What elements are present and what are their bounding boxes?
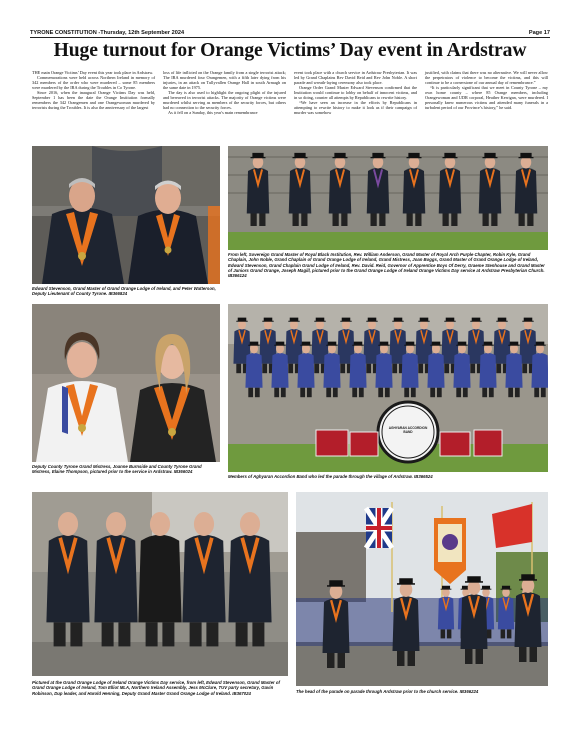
photo-dignitaries-group (228, 146, 548, 250)
photo-parade-head (296, 492, 548, 686)
article-paragraph: event took place with a church service in Ardstraw Presbyterian. It was led by Grand Chaplains Rev David Reid and Rev John Noble. A short parade and wreath-laying ceremony also took place. (294, 70, 417, 86)
caption-dignitaries-group: From left, Sovereign Grand Master of Royal Black Institution, Rev. William Anderson, Grand Master of Royal Arch Purple Chapter, Robin Kyle, Grand Chaplain, John Noble, Grand Chaplain of Grand Orange Lodge of Ireland, Grand Mistress, Joan Boggs, Grand Master of Grand Orange Lodge of Ireland, Edward Stevenson, Grand Chaplain Grand Lodge of Ireland, Rev. David. Reid, Governor of Apprentice Boys Of Derry, Graeme Stenhouse and Grand Master of Juniors Grand Orange, Joseph Magill, pictured prior to the Grand Orange Lodge of Ireland Orange Victims Day service at Ardstraw Presbyterian Church. IB366124 (228, 252, 545, 279)
photo-stevenson-watterson (32, 146, 220, 284)
article-column-2 (163, 70, 286, 144)
caption-accordion-band: Members of Aghyaran Accordion Band who led the parade through the village of Ardstraw. IB366524 (228, 474, 433, 479)
article-paragraph: “We have seen an increase in the efforts by Republicans in attempting to rewrite history to make it look as if their campaign of murder was somehow (294, 100, 417, 116)
article-paragraph: The day is also used to highlight the ongoing plight of the injured and bereaved in terrorist attacks. The majority of Orange victims were murdered whilst serving as members of the security forces, but others had no connection to the security forces. (163, 90, 286, 111)
article-body (32, 70, 548, 144)
caption-service-guests: Pictured at the Grand Orange Lodge of Ireland Orange Victims Day service, from left, Edward Stevenson, Grand Master of Grand Orange Lodge of Ireland, Tom Elliot MLA, Northern Ireland Assembly, Jess McClure, TUV party secretary, Gavin Robinson, Dup leader, and Harold Henning, Deputy Grand Master Grand Orange Lodge of Ireland. IB367024 (32, 680, 280, 696)
caption-parade-head: The head of the parade on parade through Ardstraw prior to the church service. IB366224 (296, 689, 479, 694)
article-column-4 (425, 70, 548, 144)
masthead-page-number: Page 17 (528, 30, 550, 36)
photo-accordion-band (228, 304, 548, 472)
article-paragraph: loss of life inflicted on the Orange family from a single terrorist attack; The IRA murdered four Orangemen, with a fifth later dying from his injuries, in an attack on Tullyvallen Orange Hall in south Armagh on the same date in 1975. (163, 70, 286, 91)
caption-grand-mistresses: Deputy County Tyrone Grand Mistress, Joanne Burnside and County Tyrone Grand Mistress, Elaine Thompson, pictured prior to the service in Ardstraw. IB366024 (32, 464, 202, 475)
article-paragraph: As it fell on a Sunday, this year's main remembrance (168, 110, 258, 116)
article-column-1 (32, 70, 155, 144)
article-paragraph: Orange Order Grand Master Edward Stevenson confirmed that the Institution would continue to lobby on behalf of innocent victims, and in so doing, counter all attempts by Republicans to rewrite history. (294, 85, 417, 101)
article-paragraph: “It is particularly significant that we meet in County Tyrone – my own home county – where 85 Orange members, including Orangewoman and UDR corporal, Heather Kerrigan, were murdered. I personally knew numerous victims and attended many funerals in a turbulent period of our Province’s history,” he said. (425, 85, 548, 111)
drum-lettering: AGHYARAN ACCORDION BAND (388, 426, 428, 434)
photo-grand-mistresses (32, 304, 220, 462)
headline: Huge turnout for Orange Victims’ Day event in Ardstraw (53, 40, 527, 61)
article-paragraph: Since 2016, when the inaugural Orange Victims Day was held, September 1 has been the date the Orange Institution formally remembers the 342 Orangemen and one Orangewoman murdered by terrorists during the Troubles. It is also the anniversary of the largest (32, 90, 155, 111)
masthead (30, 28, 550, 38)
photo-service-guests (32, 492, 288, 676)
masthead-publication-date: TYRONE CONSTITUTION -Thursday, 12th September 2024 (30, 30, 185, 36)
article-column-3 (294, 70, 417, 144)
article-paragraph: Commemorations were held across Northern Ireland in memory of 342 members of the order who were murdered – some 85 members were murdered by the IRA during the Troubles in Co Tyrone. (32, 75, 155, 91)
article-paragraph: justified, with claims that there was no alternative. We will never allow the perpetrators of violence to become the victims, and this will continue to be a cornerstone of our annual day of remembrance.” (425, 70, 548, 86)
article-paragraph: THE main Orange Victims’ Day event this year took place in Ardstraw. (32, 70, 154, 75)
caption-stevenson-watterson: Edward Stevenson, Grand Master of Grand Orange Lodge of Ireland, and Peter Watterson, Deputy Lieutenant of County Tyrone. IB366824 (32, 286, 216, 297)
